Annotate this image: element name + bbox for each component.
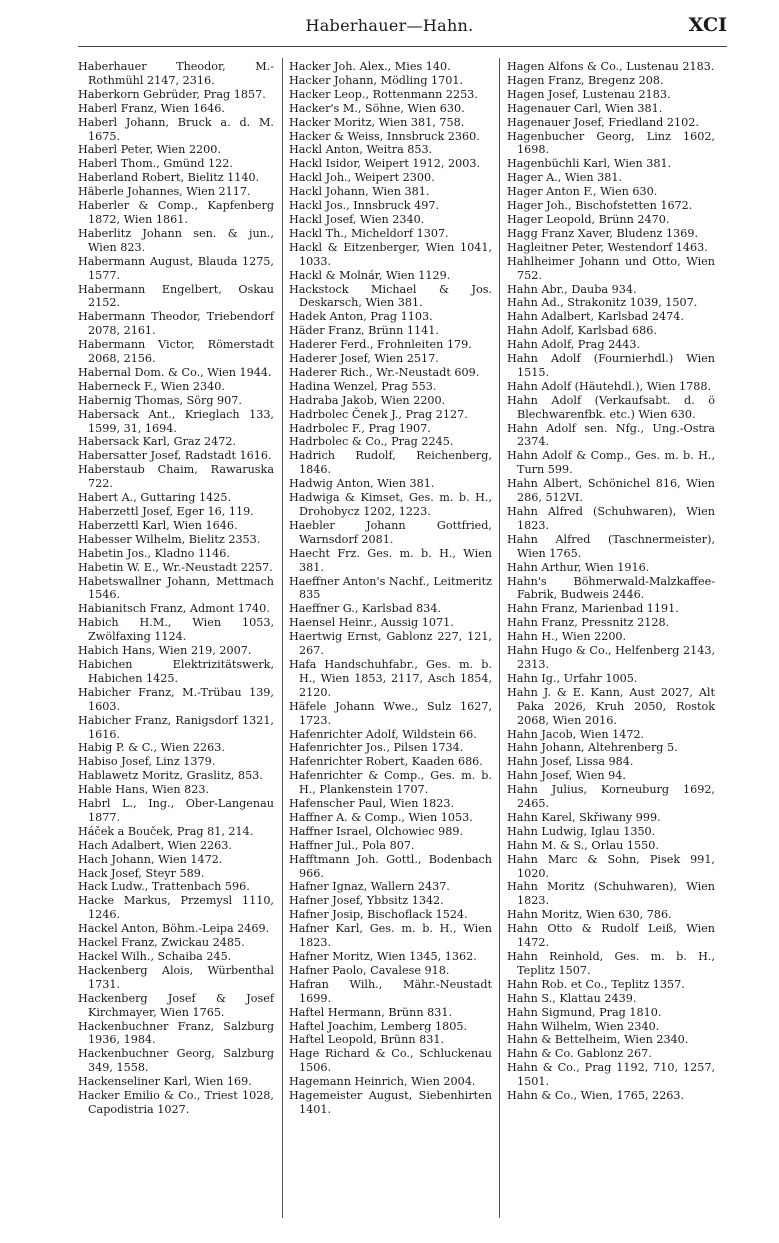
directory-entry: Haberzettl Karl, Wien 1646. <box>78 518 238 532</box>
directory-entry: Hahn Franz, Marienbad 1191. <box>507 602 679 616</box>
directory-entry: Hafner Josef, Ybbsitz 1342. <box>289 894 444 908</box>
directory-entry: Hahn Moritz (Schuhwaren), Wien 1823. <box>507 880 715 908</box>
directory-entry: Haebler Johann Gottfried, Warnsdorf 2081. <box>289 518 492 546</box>
directory-entry: Habernig Thomas, Sörg 907. <box>78 393 242 407</box>
directory-entry: Hafner Moritz, Wien 1345, 1362. <box>289 950 477 963</box>
directory-entry: Hacker & Weiss, Innsbruck 2360. <box>289 129 480 143</box>
directory-entry: Hackenberg Josef & Josef Kirchmayer, Wien 1765. <box>78 991 274 1019</box>
directory-entry: Háček a Bouček, Prag 81, 214. <box>78 824 254 838</box>
directory-entry: Haberl Johann, Bruck a. d. M. 1675. <box>78 115 274 143</box>
directory-entry: Habersatter Josef, Radstadt 1616. <box>78 449 272 463</box>
directory-entry: Haffner Jul., Pola 807. <box>289 838 415 852</box>
directory-entry: Hagemann Heinrich, Wien 2004. <box>289 1075 476 1089</box>
directory-entry: Hahn Adolf, Karlsbad 686. <box>507 324 657 338</box>
directory-entry: Hackl Joh., Weipert 2300. <box>289 171 435 185</box>
directory-entry: Hadrbolec Čenek J., Prag 2127. <box>289 407 468 421</box>
directory-entry: Haberl Thom., Gmünd 122. <box>78 157 233 171</box>
directory-entry: Hahn Marc & Sohn, Pisek 991, 1020. <box>507 852 715 880</box>
directory-entry: Hahn Adolf (Verkaufsabt. d. ö Blechwarenfbk. etc.) Wien 630. <box>507 393 715 421</box>
directory-entry: Hackl Th., Micheldorf 1307. <box>289 226 449 240</box>
directory-entry: Hadwig Anton, Wien 381. <box>289 477 435 491</box>
directory-entry: Haderer Rich., Wr.-Neustadt 609. <box>289 365 480 379</box>
column-1 <box>78 60 274 1117</box>
directory-entry: Habichen Elektrizitätswerk, Habichen 1425. <box>78 657 274 685</box>
directory-entry: Hacker Joh. Alex., Mies 140. <box>289 60 451 73</box>
directory-entry: Haffner Israel, Olchowiec 989. <box>289 824 464 838</box>
directory-entry: Hafenrichter Adolf, Wildstein 66. <box>289 727 477 741</box>
directory-entry: Hager Joh., Bischofstetten 1672. <box>507 199 693 213</box>
directory-entry: Hack Josef, Steyr 589. <box>78 866 205 880</box>
directory-entry: Haberl Franz, Wien 1646. <box>78 101 225 115</box>
directory-entry: Hadrich Rudolf, Reichenberg, 1846. <box>289 449 492 477</box>
directory-entry: Hafenrichter Jos., Pilsen 1734. <box>289 741 464 755</box>
directory-entry: Haftel Leopold, Brünn 831. <box>289 1033 445 1047</box>
directory-entry: Habermann August, Blauda 1275, 1577. <box>78 254 274 282</box>
directory-entry: Haffner A. & Comp., Wien 1053. <box>289 810 473 824</box>
directory-entry: Hahn & Bettelheim, Wien 2340. <box>507 1033 689 1047</box>
directory-entry: Haderer Josef, Wien 2517. <box>289 352 439 366</box>
directory-entry: Hacke Markus, Przemysl 1110, 1246. <box>78 894 274 922</box>
directory-entry: Hacker Emilio & Co., Triest 1028, Capodistria 1027. <box>78 1089 274 1116</box>
directory-entry: Hager Leopold, Brünn 2470. <box>507 212 670 226</box>
directory-entry: Habicher Franz, Ranigsdorf 1321, 1616. <box>78 713 274 741</box>
directory-entry: Hagen Franz, Bregenz 208. <box>507 73 664 87</box>
directory-entry: Hafner Josip, Bischoflack 1524. <box>289 908 468 922</box>
directory-entry: Hahn Hugo & Co., Helfenberg 2143, 2313. <box>507 644 715 671</box>
page-header <box>0 14 779 44</box>
column-3 <box>507 60 715 1103</box>
directory-entry: Hach Adalbert, Wien 2263. <box>78 838 232 852</box>
directory-entry: Hafenrichter & Comp., Ges. m. b. H., Plankenstein 1707. <box>289 769 492 797</box>
directory-entry: Hahn Ig., Urfahr 1005. <box>507 671 638 685</box>
directory-entry: Haensel Heinr., Aussig 1071. <box>289 616 454 630</box>
directory-entry: Hahn & Co. Gablonz 267. <box>507 1047 652 1061</box>
directory-entry: Hackl Jos., Innsbruck 497. <box>289 199 440 213</box>
directory-entry: Habiso Josef, Linz 1379. <box>78 755 216 769</box>
directory-entry: Häberle Johannes, Wien 2117. <box>78 185 251 199</box>
directory-entry: Hahn Adolf & Comp., Ges. m. b. H., Turn 599. <box>507 449 715 477</box>
directory-entry: Hablawetz Moritz, Graslitz, 853. <box>78 769 263 783</box>
directory-entry: Habersack Ant., Krieglach 133, 1599, 31, 1694. <box>78 407 274 435</box>
directory-entry: Hafa Handschuhfabr., Ges. m. b. H., Wien 1853, 2117, Asch 1854, 2120. <box>289 657 492 699</box>
directory-entry: Hahn Josef, Lissa 984. <box>507 755 634 769</box>
directory-entry: Hahn Adalbert, Karlsbad 2474. <box>507 310 684 324</box>
directory-entry: Habetin Jos., Kladno 1146. <box>78 546 230 560</box>
directory-entry: Hacker Johann, Mödling 1701. <box>289 73 464 87</box>
directory-entry: Hackl Johann, Wien 381. <box>289 185 430 199</box>
column-divider-2 <box>499 58 500 1218</box>
directory-entry: Hahn Ad., Strakonitz 1039, 1507. <box>507 296 698 310</box>
directory-entry: Hacker Leop., Rottenmann 2253. <box>289 87 478 101</box>
directory-entry: Hackenbuchner Franz, Salzburg 1936, 1984. <box>78 1019 274 1047</box>
directory-entry: Hager A., Wien 381. <box>507 171 623 185</box>
directory-entry: Habig P. & C., Wien 2263. <box>78 741 225 755</box>
directory-entry: Haderer Ferd., Frohnleiten 179. <box>289 338 472 352</box>
directory-entry: Haberl Peter, Wien 2200. <box>78 143 221 157</box>
directory-entry: Hach Johann, Wien 1472. <box>78 852 223 866</box>
directory-entry: Hahn M. & S., Orlau 1550. <box>507 838 659 852</box>
directory-entry: Hadraba Jakob, Wien 2200. <box>289 393 446 407</box>
directory-entry: Hackel Franz, Zwickau 2485. <box>78 936 245 950</box>
header-rule <box>78 46 727 47</box>
directory-entry: Habert A., Guttaring 1425. <box>78 491 232 505</box>
directory-entry: Hackl Anton, Weitra 853. <box>289 143 433 157</box>
directory-entry: Hadina Wenzel, Prag 553. <box>289 379 437 393</box>
directory-entry: Hahn Johann, Altehrenberg 5. <box>507 741 678 755</box>
directory-entry: Habich Hans, Wien 219, 2007. <box>78 644 252 658</box>
directory-entry: Hafran Wilh., Mähr.-Neustadt 1699. <box>289 977 492 1005</box>
directory-entry: Habersack Karl, Graz 2472. <box>78 435 237 449</box>
directory-entry: Hahn Karel, Skřiwany 999. <box>507 810 661 824</box>
directory-entry: Hager Anton F., Wien 630. <box>507 185 658 199</box>
directory-entry: Hahn Arthur, Wien 1916. <box>507 560 650 574</box>
directory-entry: Hafenscher Paul, Wien 1823. <box>289 797 455 811</box>
directory-entry: Hagg Franz Xaver, Bludenz 1369. <box>507 226 699 240</box>
page-number: XCI <box>688 14 727 36</box>
directory-entry: Hagenbüchli Karl, Wien 381. <box>507 157 672 171</box>
directory-entry: Hackl Josef, Wien 2340. <box>289 212 425 226</box>
directory-entry: Hahn Alfred (Taschnermeister), Wien 1765. <box>507 532 715 560</box>
directory-entry: Hahn Sigmund, Prag 1810. <box>507 1005 662 1019</box>
directory-entry: Hahn H., Wien 2200. <box>507 630 627 644</box>
directory-entry: Häfele Johann Wwe., Sulz 1627, 1723. <box>289 699 492 727</box>
directory-entry: Hadwiga & Kimset, Ges. m. b. H., Drohobycz 1202, 1223. <box>289 491 492 518</box>
directory-entry: Hable Hans, Wien 823. <box>78 783 209 797</box>
directory-entry: Habesser Wilhelm, Bielitz 2353. <box>78 532 261 546</box>
directory-entry: Hafner Paolo, Cavalese 918. <box>289 963 450 977</box>
directory-entry: Hahn Adolf sen. Nfg., Ung.-Ostra 2374. <box>507 421 715 449</box>
directory-entry: Hackl & Eitzenberger, Wien 1041, 1033. <box>289 240 492 268</box>
directory-entry: Habernal Dom. & Co., Wien 1944. <box>78 365 272 379</box>
directory-entry: Hagleitner Peter, Westendorf 1463. <box>507 240 708 254</box>
directory-entry: Häder Franz, Brünn 1141. <box>289 324 439 338</box>
directory-entry: Hahn & Co., Wien, 1765, 2263. <box>507 1089 685 1103</box>
directory-entry: Hahn Adolf (Fournierhdl.) Wien 1515. <box>507 352 715 379</box>
directory-entry: Hackel Anton, Böhm.-Leipa 2469. <box>78 922 270 936</box>
directory-entry: Hackenberg Alois, Würbenthal 1731. <box>78 963 274 991</box>
directory-entry: Hackl Isidor, Weipert 1912, 2003. <box>289 157 481 171</box>
directory-entry: Haberlitz Johann sen. & jun., Wien 823. <box>78 226 274 254</box>
directory-entry: Hahn Wilhelm, Wien 2340. <box>507 1019 660 1033</box>
directory-entry: Hahn Adolf (Häutehdl.), Wien 1788. <box>507 379 712 393</box>
directory-entry: Hahn Abr., Dauba 934. <box>507 282 637 296</box>
directory-entry: Habermann Theodor, Triebendorf 2078, 2161. <box>78 310 274 338</box>
directory-entry: Haftel Hermann, Brünn 831. <box>289 1005 452 1019</box>
directory-entry: Hage Richard & Co., Schluckenau 1506. <box>289 1047 492 1075</box>
running-title: Haberhauer—Hahn. <box>305 16 474 35</box>
directory-entry: Hahn Ludwig, Iglau 1350. <box>507 824 656 838</box>
directory-entry: Habermann Victor, Römerstadt 2068, 2156. <box>78 338 274 366</box>
directory-entry: Haberhauer Theodor, M.-Rothmühl 2147, 2316. <box>78 60 274 87</box>
directory-entry: Hagen Alfons & Co., Lustenau 2183. <box>507 60 715 73</box>
directory-entry: Hadrbolec & Co., Prag 2245. <box>289 435 454 449</box>
directory-entry: Hagen Josef, Lustenau 2183. <box>507 87 671 101</box>
directory-entry: Hahn's Böhmerwald-Malzkaffee-Fabrik, Budweis 2446. <box>507 574 715 602</box>
directory-entry: Hafftmann Joh. Gottl., Bodenbach 966. <box>289 852 492 880</box>
directory-entry: Hagenauer Josef, Friedland 2102. <box>507 115 699 129</box>
directory-entry: Habicher Franz, M.-Trübau 139, 1603. <box>78 685 274 713</box>
directory-entry: Hack Ludw., Trattenbach 596. <box>78 880 250 894</box>
directory-entry: Hahn Reinhold, Ges. m. b. H., Teplitz 1507. <box>507 950 715 977</box>
directory-entry: Hafner Ignaz, Wallern 2437. <box>289 880 450 894</box>
directory-entry: Hahn Alfred (Schuhwaren), Wien 1823. <box>507 505 715 532</box>
directory-entry: Hagenbucher Georg, Linz 1602, 1698. <box>507 129 715 157</box>
directory-entry: Hahn Jacob, Wien 1472. <box>507 727 645 741</box>
directory-entry: Haftel Joachim, Lemberg 1805. <box>289 1019 468 1033</box>
directory-entry: Hackl & Molnár, Wien 1129. <box>289 268 451 282</box>
directory-entry: Hacker's M., Söhne, Wien 630. <box>289 101 465 115</box>
directory-entry: Haecht Frz. Ges. m. b. H., Wien 381. <box>289 546 492 574</box>
directory-entry: Haertwig Ernst, Gablonz 227, 121, 267. <box>289 630 492 658</box>
directory-entry: Hahn Josef, Wien 94. <box>507 769 626 783</box>
column-2 <box>289 60 492 1117</box>
directory-entry: Hagenauer Carl, Wien 381. <box>507 101 663 115</box>
directory-entry: Habrl L., Ing., Ober-Langenau 1877. <box>78 797 274 824</box>
directory-entry: Hackenbuchner Georg, Salzburg 349, 1558. <box>78 1047 274 1075</box>
directory-entry: Habetswallner Johann, Mettmach 1546. <box>78 574 274 602</box>
directory-entry: Hagemeister August, Siebenhirten 1401. <box>289 1089 492 1116</box>
directory-entry: Hafenrichter Robert, Kaaden 686. <box>289 755 483 769</box>
directory-entry: Haberland Robert, Bielitz 1140. <box>78 171 260 185</box>
column-divider-1 <box>282 58 283 1218</box>
directory-entry: Habetin W. E., Wr.-Neustadt 2257. <box>78 560 273 574</box>
directory-entry: Hahn Rob. et Co., Teplitz 1357. <box>507 977 685 991</box>
directory-entry: Hadek Anton, Prag 1103. <box>289 310 433 324</box>
directory-entry: Habianitsch Franz, Admont 1740. <box>78 602 270 616</box>
directory-entry: Hafner Karl, Ges. m. b. H., Wien 1823. <box>289 922 492 950</box>
directory-entry: Hahn Otto & Rudolf Leiß, Wien 1472. <box>507 922 715 950</box>
directory-entry: Hahn & Co., Prag 1192, 710, 1257, 1501. <box>507 1061 715 1089</box>
directory-entry: Haeffner Anton's Nachf., Leitmeritz 835 <box>289 574 492 602</box>
directory-entry: Hahn Albert, Schönichel 816, Wien 286, 512VI. <box>507 477 715 505</box>
directory-entry: Hackenseliner Karl, Wien 169. <box>78 1075 252 1089</box>
directory-entry: Hahn Adolf, Prag 2443. <box>507 338 641 352</box>
directory-entry: Hahn Franz, Pressnitz 2128. <box>507 616 670 630</box>
directory-entry: Habich H.M., Wien 1053, Zwölfaxing 1124. <box>78 616 274 644</box>
directory-entry: Haberstaub Chaim, Rawaruska 722. <box>78 463 274 491</box>
directory-entry: Hahlheimer Johann und Otto, Wien 752. <box>507 254 715 282</box>
directory-entry: Haeffner G., Karlsbad 834. <box>289 602 442 616</box>
directory-entry: Hackstock Michael & Jos. Deskarsch, Wien 381. <box>289 282 492 310</box>
directory-entry: Hahn S., Klattau 2439. <box>507 991 637 1005</box>
directory-entry: Habermann Engelbert, Oskau 2152. <box>78 282 274 310</box>
directory-entry: Haberzettl Josef, Eger 16, 119. <box>78 505 254 518</box>
directory-entry: Haberler & Comp., Kapfenberg 1872, Wien 1861. <box>78 199 274 226</box>
directory-entry: Haberkorn Gebrüder, Prag 1857. <box>78 87 266 101</box>
directory-entry: Hahn Julius, Korneuburg 1692, 2465. <box>507 783 715 811</box>
directory-entry: Hacker Moritz, Wien 381, 758. <box>289 115 465 129</box>
directory-entry: Hackel Wilh., Schaiba 245. <box>78 950 232 963</box>
directory-entry: Hadrbolec F., Prag 1907. <box>289 421 431 435</box>
directory-entry: Haberneck F., Wien 2340. <box>78 379 225 393</box>
directory-entry: Hahn Moritz, Wien 630, 786. <box>507 908 672 922</box>
directory-entry: Hahn J. & E. Kann, Aust 2027, Alt Paka 2026, Kruh 2050, Rostok 2068, Wien 2016. <box>507 685 715 727</box>
